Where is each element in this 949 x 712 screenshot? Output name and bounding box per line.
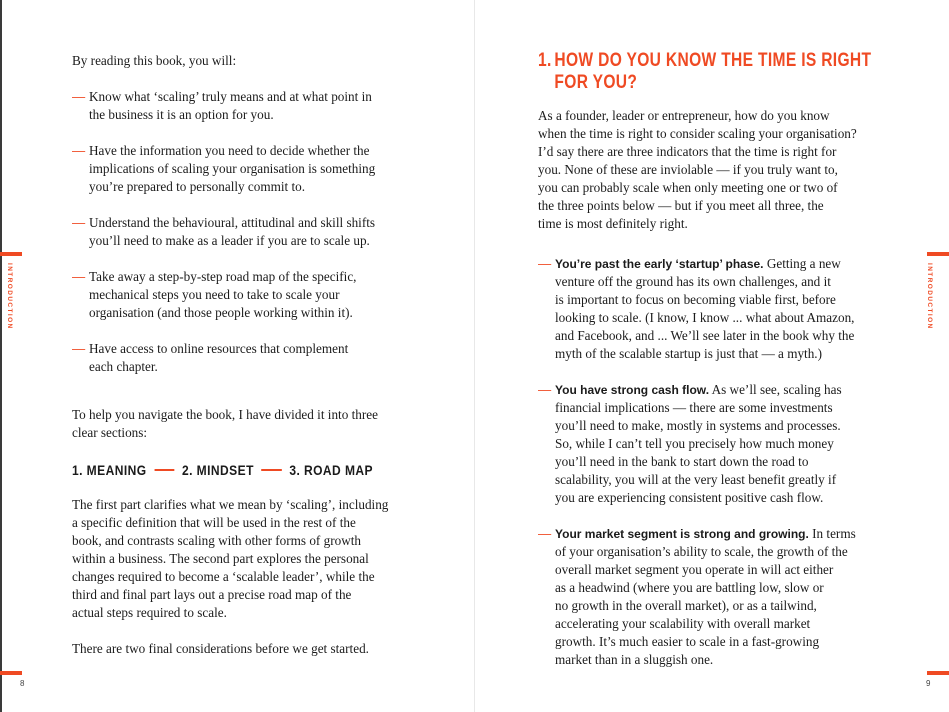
list-item: — Your market segment is strong and growing. In terms of your organisation’s ability to scale, the growth of the overall market segment you operate in will act either as a headwind (where you are battling low, slow or no growth in the overall market), or as a tailwind, accelerating your scalability with overall market growth. It’s much easier to scale in a fast-growing market than in a sluggish one. [538, 526, 856, 667]
em-dash-icon: — [72, 341, 86, 356]
section-meaning: 1. MEANING [72, 462, 147, 478]
right-page-body [538, 50, 888, 669]
left-page-body [72, 52, 422, 658]
navigate-paragraph: To help you navigate the book, I have divided it into three clear sections: [72, 407, 378, 440]
list-item: — You’re past the early ‘startup’ phase. Getting a new venture off the ground has its own challenges, and it is important to focus on becoming viable first, before looking to scale. (I know, I know ... what about Amazon, and Facebook, and ... We’ll see later in the book why the myth of the scalable startup is just that — a myth.) [538, 256, 855, 361]
em-dash-icon: — [72, 89, 86, 104]
em-dash-icon: — [538, 382, 552, 397]
intro-sentence: By reading this book, you will: [72, 53, 237, 68]
sections-overview [72, 462, 373, 478]
final-sentence: There are two final considerations before we get started. [72, 641, 369, 656]
indicators-list [538, 255, 888, 669]
em-dash-icon: — [72, 215, 86, 230]
left-side-label: INTRODUCTION [6, 263, 13, 330]
list-item: — Take away a step-by-step road map of the specific, mechanical steps you need to take to scale your organisation (and those people working within it). [72, 269, 357, 320]
list-item: — Understand the behavioural, attitudinal and skill shifts you’ll need to make as a leader if you are to scale up. [72, 215, 376, 248]
benefits-list [72, 88, 422, 376]
list-item: — Have access to online resources that complement each chapter. [72, 341, 349, 374]
chapter-number: 1. [538, 50, 552, 71]
page-edge [0, 0, 2, 712]
em-dash-icon: — [72, 143, 86, 158]
chapter-intro: As a founder, leader or entrepreneur, how do you know when the time is right to consider scaling your organisation? I’d say there are three indicators that the time is right for you. None of these are inviolable — if you truly want to, you can probably scale when only meeting one or two of the three points below — but if you meet all three, the time is most definitely right. [538, 108, 857, 231]
right-tab-mark [927, 252, 949, 256]
left-tab-mark [0, 252, 22, 256]
right-folio-mark [927, 671, 949, 675]
section-separator-icon [154, 469, 174, 471]
parts-paragraph: The first part clarifies what we mean by ‘scaling’, including a specific definition that will be used in the rest of the book, and contrasts scaling with other forms of growth within a business. The second part explores the personal changes required to become a ‘scalable leader’, while the third and final part lays out a precise road map of the actual steps required to scale. [72, 497, 389, 620]
left-folio-mark [0, 671, 22, 675]
chapter-title: 1. HOW DO YOU KNOW THE TIME IS RIGHT FOR YOU? [538, 50, 872, 93]
right-side-label: INTRODUCTION [926, 263, 933, 330]
section-mindset: 2. MINDSET [181, 462, 254, 478]
list-item: — Know what ‘scaling’ truly means and at what point in the business it is an option for you. [72, 89, 372, 122]
left-page-number: 8 [20, 679, 25, 688]
em-dash-icon: — [538, 526, 552, 541]
em-dash-icon: — [72, 269, 86, 284]
em-dash-icon: — [538, 256, 552, 271]
section-road-map: 3. ROAD MAP [289, 462, 373, 478]
section-separator-icon [262, 469, 282, 471]
list-item: — You have strong cash flow. As we’ll see, scaling has financial implications — there are some investments you’ll need to make, mostly in systems and processes. So, while I can’t tell you precisely how much money you’ll need in the bank to start down the road to scalability, you will at the very least benefit greatly if you are experiencing consistent positive cash flow. [538, 382, 842, 505]
list-item: — Have the information you need to decide whether the implications of scaling your organisation is something you’re prepared to personally commit to. [72, 143, 376, 194]
gutter [474, 0, 475, 712]
right-page-number: 9 [926, 679, 931, 688]
